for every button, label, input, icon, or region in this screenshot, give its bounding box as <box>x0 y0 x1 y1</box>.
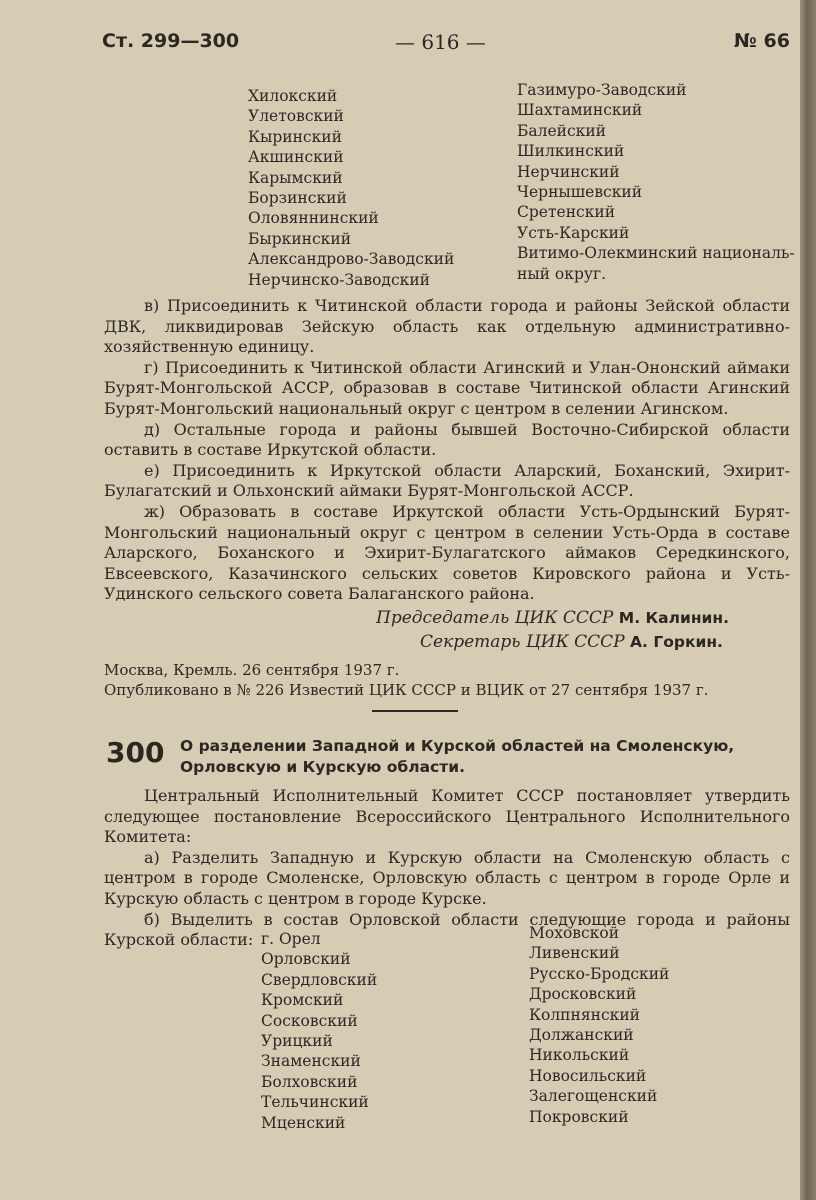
list-item: Знаменский <box>261 1052 361 1071</box>
clause-d: д) Остальные города и районы бывшей Восточно-Сибирской области оставить в составе Иркутской области. <box>104 419 790 460</box>
list-item: Тельчинский <box>261 1093 369 1112</box>
list-item: Чернышевский <box>517 183 643 202</box>
list-item: Быркинский <box>248 229 352 248</box>
list-item: Моховской <box>529 924 620 942</box>
list-item: Никольский <box>529 1046 630 1065</box>
list-item: Орловский <box>261 950 351 969</box>
list-item: Улетовский <box>248 107 344 126</box>
article-range: Ст. 299—300 <box>102 30 240 52</box>
place-date: Москва, Кремль. 26 сентября 1937 г. <box>104 661 400 679</box>
clause-zh: ж) Образовать в составе Иркутской области Усть-Ордынский Бурят-Монгольский национальный округ с центром в селении Усть-Орда в составе Аларского, Боханского и Эхирит-Булагатского аймаков Середкинского, Евсеевского, Казачинского сельских советов Кировского района и Усть-Удинского сельского совета Балаганского района. <box>104 501 790 604</box>
list-item: Ливенский <box>529 944 620 963</box>
section-number: 300 <box>106 736 165 769</box>
district-list-chita-right <box>517 80 795 284</box>
list-item: Карымский <box>248 168 343 187</box>
list-item: Болховский <box>261 1072 358 1091</box>
preamble: Центральный Исполнительный Комитет СССР постановляет утвердить следующее постановление Всероссийского Центрального Исполнительного Комитета: <box>104 786 790 847</box>
signature-chairman <box>376 608 729 628</box>
district-list-orel-right <box>529 923 669 1127</box>
clause-v: в) Присоединить к Читинской области города и районы Зейской области ДВК, ликвидировав Зейскую область как отдельную административно-хозяйственную единицу. <box>104 296 790 357</box>
clause-a: а) Разделить Западную и Курскую области на Смоленскую область с центром в городе Смоленске, Орловскую область с центром в городе Орле и Курскую область с центром в городе Курске. <box>104 847 790 908</box>
signature-secretary <box>420 632 723 652</box>
list-item: Балейский <box>517 121 607 140</box>
list-item: Новосильский <box>529 1066 647 1085</box>
list-item: г. Орел <box>261 930 321 948</box>
list-item: Сретенский <box>517 203 616 222</box>
list-item: Шахтаминский <box>517 101 643 120</box>
page-number: — 616 — <box>395 30 486 54</box>
list-item: Урицкий <box>261 1032 333 1051</box>
signature-name: А. Горкин. <box>630 633 723 651</box>
list-item: Сосковский <box>261 1011 358 1030</box>
list-item: Покровский <box>529 1107 629 1126</box>
list-item: Борзинский <box>248 189 347 208</box>
list-item: Кыринский <box>248 127 342 146</box>
list-item: Газимуро-Заводский <box>517 81 687 99</box>
clause-e: е) Присоединить к Иркутской области Аларский, Боханский, Эхирит-Булагатский и Ольхонский аймаки Бурят-Монгольской АССР. <box>104 460 790 501</box>
publication-note: Опубликовано в № 226 Известий ЦИК СССР и ВЦИК от 27 сентября 1937 г. <box>104 681 709 699</box>
list-item: Должанский <box>529 1026 634 1045</box>
list-item: Русско-Бродский <box>529 964 670 983</box>
list-item: Залегощенский <box>529 1087 658 1106</box>
list-item: Кромский <box>261 991 344 1010</box>
section-divider <box>372 710 458 712</box>
list-item: Шилкинский <box>517 142 625 161</box>
list-item: Мценский <box>261 1113 346 1132</box>
list-item: Витимо-Олекминский националь- <box>517 244 795 263</box>
district-list-orel-left <box>261 929 377 1133</box>
list-item: Дросковский <box>529 985 637 1004</box>
decree-299-clauses <box>104 296 790 605</box>
list-item: Хилокский <box>248 87 338 105</box>
page-edge <box>800 0 816 1200</box>
list-item: Нерчинский <box>517 162 620 181</box>
issue-number: № 66 <box>734 30 790 52</box>
clause-b: б) Выделить в состав Орловской области следующие города и районы Курской области: <box>104 909 790 950</box>
list-item: Колпнянский <box>529 1005 640 1024</box>
list-item: Свердловский <box>261 970 378 989</box>
list-item: Усть-Карский <box>517 223 630 242</box>
section-title: О разделении Западной и Курской областей на Смоленскую, Орловскую и Курскую области. <box>180 737 735 776</box>
list-item: Акшинский <box>248 148 344 167</box>
list-item: Нерчинско-Заводский <box>248 270 430 289</box>
clause-g: г) Присоединить к Читинской области Агинский и Улан-Ононский аймаки Бурят-Монгольской АССР, образовав в составе Читинской области Агинский Бурят-Монгольский национальный округ с центром в селении Агинском. <box>104 357 790 418</box>
district-list-chita-left <box>248 86 454 290</box>
signature-role: Председатель ЦИК СССР <box>376 608 614 628</box>
signature-name: М. Калинин. <box>618 609 729 627</box>
decree-300-clauses <box>104 786 790 951</box>
list-item: Александрово-Заводский <box>248 250 455 269</box>
signature-role: Секретарь ЦИК СССР <box>420 632 625 652</box>
list-item: ный округ. <box>517 264 607 283</box>
list-item: Оловяннинский <box>248 209 379 228</box>
